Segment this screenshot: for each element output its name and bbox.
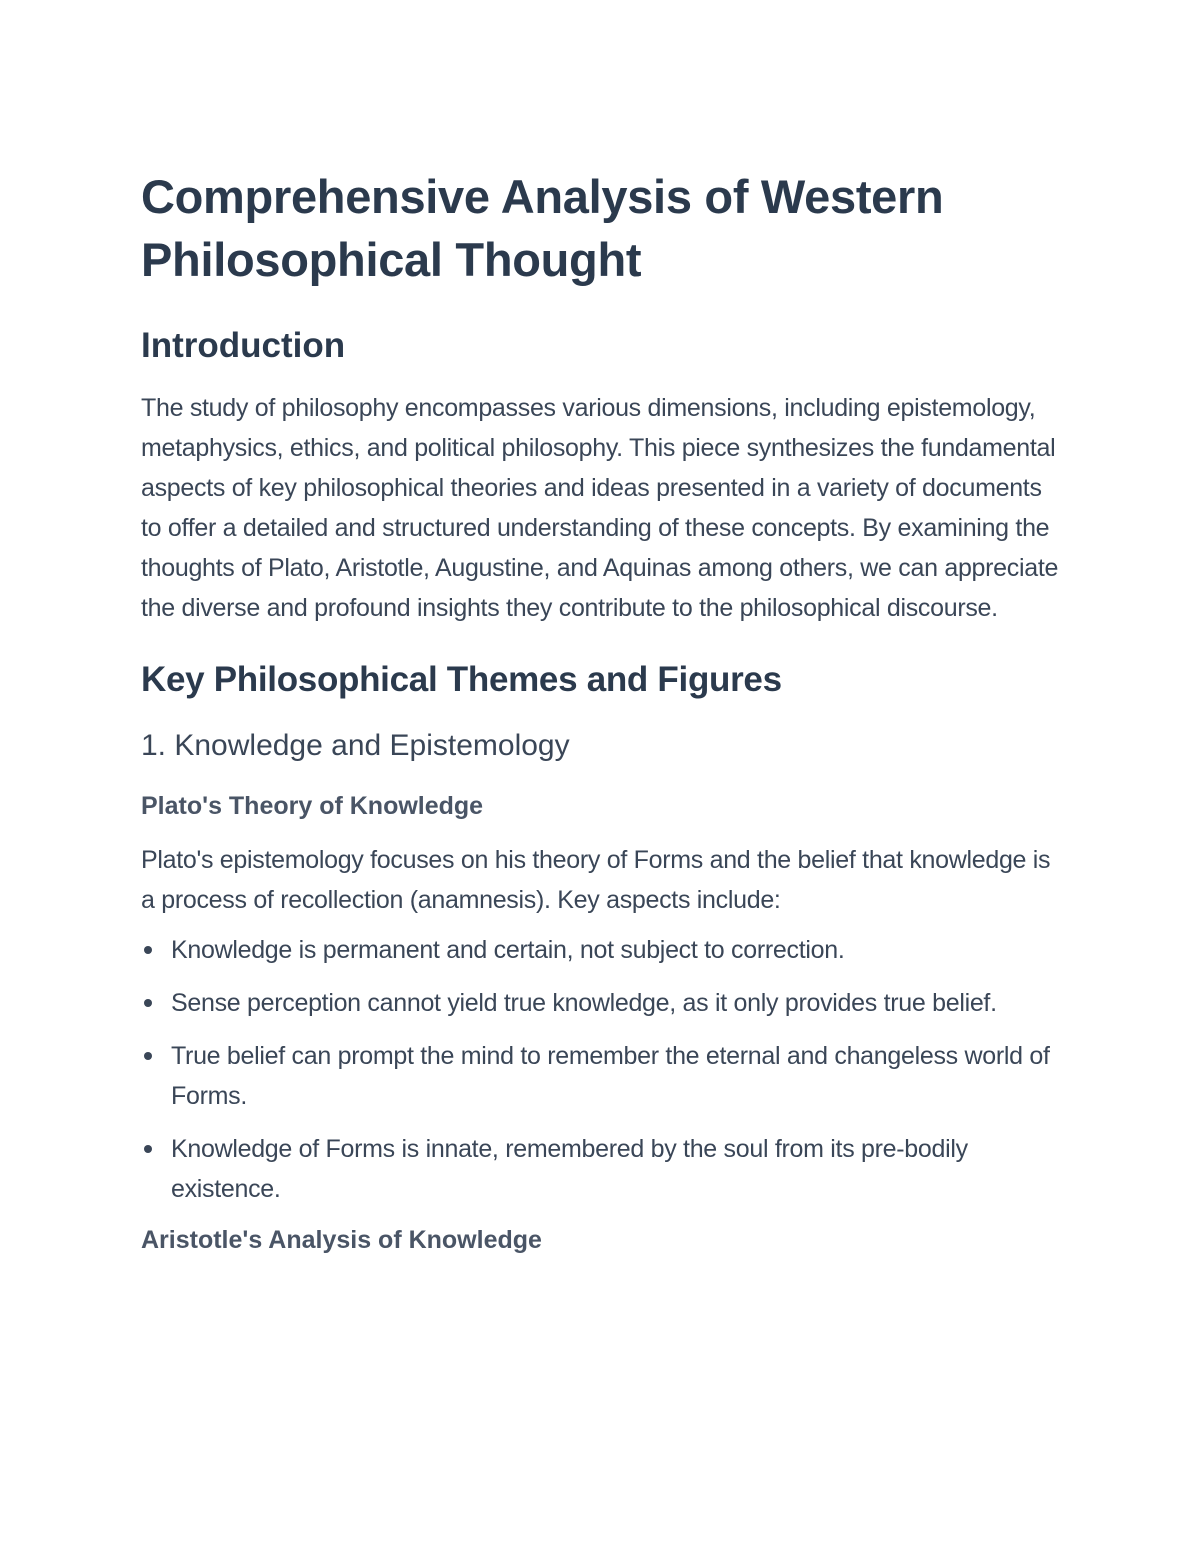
- themes-heading: Key Philosophical Themes and Figures: [141, 660, 782, 699]
- plato-paragraph: Plato's epistemology focuses on his theory of Forms and the belief that knowledge is a process of recollection (anamnesis). Key aspects include:: [141, 846, 1051, 914]
- introduction-paragraph: The study of philosophy encompasses various dimensions, including epistemology, metaphysics, ethics, and political philosophy. This piece synthesizes the fundamental aspects of key philosophical theories and ideas presented in a variety of documents to offer a detailed and structured understanding of these concepts. By examining the thoughts of Plato, Aristotle, Augustine, and Aquinas among others, we can appreciate the diverse and profound insights they contribute to the philosophical discourse.: [141, 394, 1059, 622]
- plato-heading: Plato's Theory of Knowledge: [141, 792, 484, 820]
- document-page: [141, 165, 1061, 1258]
- list-item: [141, 983, 1061, 1023]
- plato-points-list: [141, 930, 1061, 1209]
- list-item-text: Sense perception cannot yield true knowledge, as it only provides true belief.: [171, 989, 997, 1017]
- list-item-text: Knowledge of Forms is innate, remembered by the soul from its pre-bodily existence.: [171, 1135, 968, 1203]
- list-item: [141, 1129, 1061, 1209]
- list-item: [141, 1036, 1061, 1116]
- bullet-icon: [144, 1052, 152, 1060]
- introduction-heading: Introduction: [141, 326, 346, 365]
- bullet-icon: [144, 999, 152, 1007]
- section-knowledge-heading: 1. Knowledge and Epistemology: [141, 729, 570, 762]
- list-item-text: True belief can prompt the mind to remember the eternal and changeless world of Forms.: [171, 1042, 1050, 1110]
- list-item-text: Knowledge is permanent and certain, not subject to correction.: [171, 936, 845, 964]
- aristotle-heading: Aristotle's Analysis of Knowledge: [141, 1226, 542, 1254]
- document-title: Comprehensive Analysis of Western Philosophical Thought: [141, 170, 944, 286]
- list-item: [141, 930, 1061, 970]
- bullet-icon: [144, 946, 152, 954]
- bullet-icon: [144, 1145, 152, 1153]
